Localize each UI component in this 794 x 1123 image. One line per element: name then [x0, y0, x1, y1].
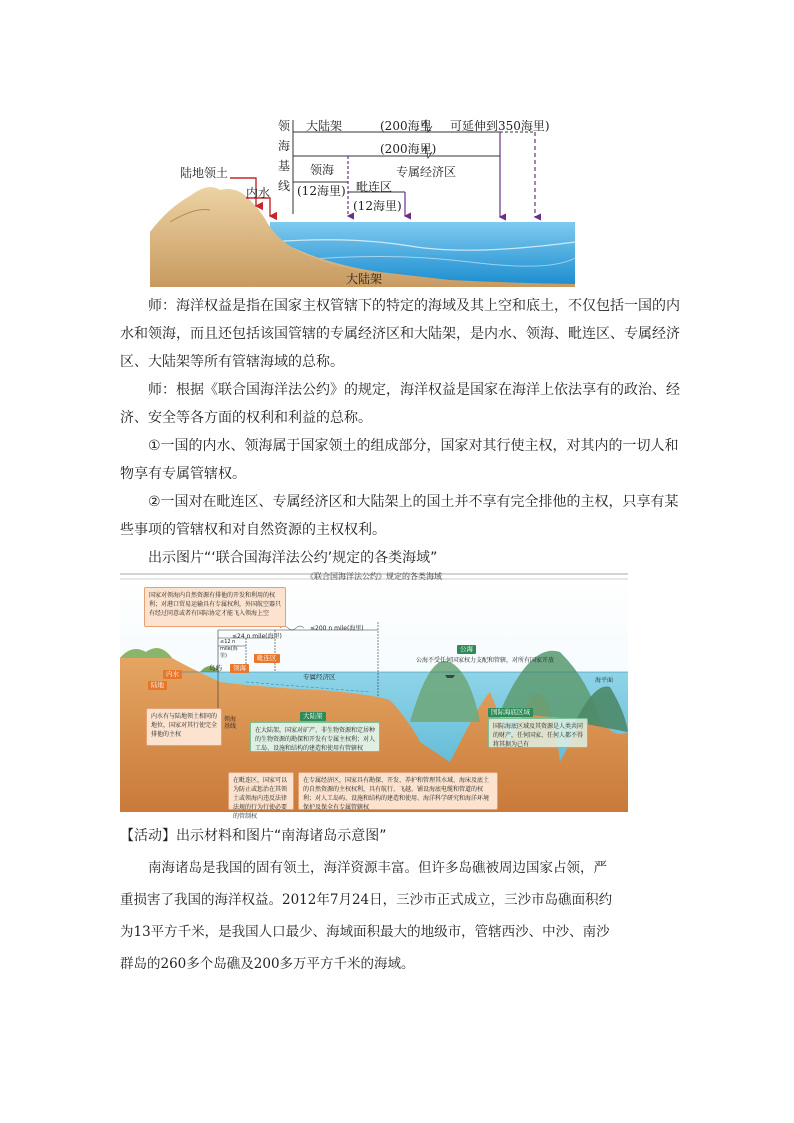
contiguous-tag: 毗连区: [254, 654, 280, 663]
eez-note: 在专属经济区，国家具有勘探、开发、养护和管理其水域、海床及底土的自然资源的主权权利，具有航行、飞越、铺设海底电缆和管道的权利；对人工岛屿、设施和结构的建造和使用、海洋科学研究和海洋环境保护及保全有专属管辖权: [298, 772, 498, 810]
island-tag: 岛屿: [209, 664, 222, 672]
paragraph-point-1: ①一国的内水、领海属于国家领土的组成部分，国家对其行使主权，对其内的一切人和物享有专属管辖权。: [120, 438, 679, 482]
eez-label: 专属经济区: [396, 165, 457, 179]
activity-title: 【活动】出示材料和图片“南海诸岛示意图”: [120, 828, 387, 844]
shelf-tag: 大陆架: [300, 712, 326, 721]
high-seas-tag: 公海: [457, 645, 476, 654]
paragraph-show-image: 出示图片“‘联合国海洋法公约’规定的各类海域”: [148, 550, 438, 566]
high-seas-note: 公海不受任何国家权力支配和管辖，对所有国家开放: [416, 657, 555, 664]
paragraph-definition: 师：海洋权益是指在国家主权管辖下的特定的海域及其上空和底土，不仅包括一国的内水和领海，而且还包括该国管辖的专属经济区和大陆架，是内水、领海、毗连区、专属经济区、大陆架等所有管辖海域的总称。: [120, 298, 680, 370]
seabed-note: 国际海底区域及其资源是人类共同的财产，任何国家、任何人都不得将其据为己有: [488, 718, 588, 748]
shelf-note: 在大陆架，国家对矿产、非生物资源和定居种的生物资源的勘探和开发有专属主权利；对人工岛、设施和结构的建造和使用有管辖权: [250, 722, 380, 752]
unclos-zones-figure: [120, 572, 628, 820]
shelf-350-label: 可延伸到350海里): [450, 119, 550, 133]
baseline-label: 领海基线: [278, 119, 291, 193]
land-tag: 陆地: [148, 681, 167, 690]
contiguous-note: 在毗连区，国家可以为防止或惩治在其领土或领海内违反法律法规的行为行使必要的管制权: [228, 772, 294, 810]
seabed-area-tag: 国际海底区域: [488, 708, 533, 717]
eez-tag: 专属经济区: [303, 673, 336, 681]
shelf-label-bottom: 大陆架: [346, 272, 383, 286]
contiguous-zone-label: 毗连区: [356, 180, 393, 194]
territorial-sea-12-label: (12海里): [297, 184, 346, 198]
paragraph-point-2: ②一国对在毗连区、专属经济区和大陆架上的国土并不享有完全排他的主权，只享有某些事项的管辖权和对自然资源的主权权利。: [120, 494, 679, 538]
contiguous-12-label: (12海里): [353, 199, 402, 213]
activity-text: 南海诸岛是我国的固有领土，海洋资源丰富。但许多岛礁被周边国家占领，严重损害了我国的海洋权益。2012年7月24日，三沙市正式成立，三沙市岛礁面积约为13平方千米，是我国人口最少、海域面积最大的地级市，管辖西沙、中沙、南沙群岛的260多个岛礁及200多万平方千米的海域。: [120, 860, 613, 972]
inland-water-note: 内水有与陆地领土相同的地位，国家对其行使完全排他的主权: [146, 708, 222, 746]
territorial-tag: 领海: [230, 664, 249, 673]
baseline-tag: 领海基线: [224, 716, 237, 730]
territorial-sea-label: 领海: [310, 163, 335, 177]
paragraph-convention: 师：根据《联合国海洋法公约》的规定，海洋权益是国家在海洋上依法享有的政治、经济、安全等各方面的权利和利益的总称。: [120, 382, 680, 426]
sea-level-tag: 海平面: [595, 677, 614, 684]
sea-zones-diagram: [150, 112, 580, 287]
shelf-label-top: 大陆架: [306, 119, 343, 133]
eez-200-label: (200海里): [380, 142, 437, 156]
unclos-title: 《联合国海洋法公约》规定的各类海域: [306, 572, 442, 581]
shelf-200-label: (200海里: [380, 119, 432, 133]
inland-water-label: 内水: [246, 186, 271, 200]
land-territory-label: 陆地领土: [180, 166, 229, 180]
inland-tag: 内水: [163, 670, 182, 679]
distance-200-label: ≤200 n mile(海里): [310, 625, 364, 632]
distance-24-label: ≤24 n mile(海里): [232, 633, 282, 640]
territorial-sea-note: 国家对领海内自然资源有排他的开发和利用的权利；对港口贸易运输具有专属权利，外国航空器只有经过同意或者有国际协定才能飞入领海上空: [144, 587, 286, 627]
distance-12-label: ≤12 n mile(海里): [220, 639, 238, 659]
